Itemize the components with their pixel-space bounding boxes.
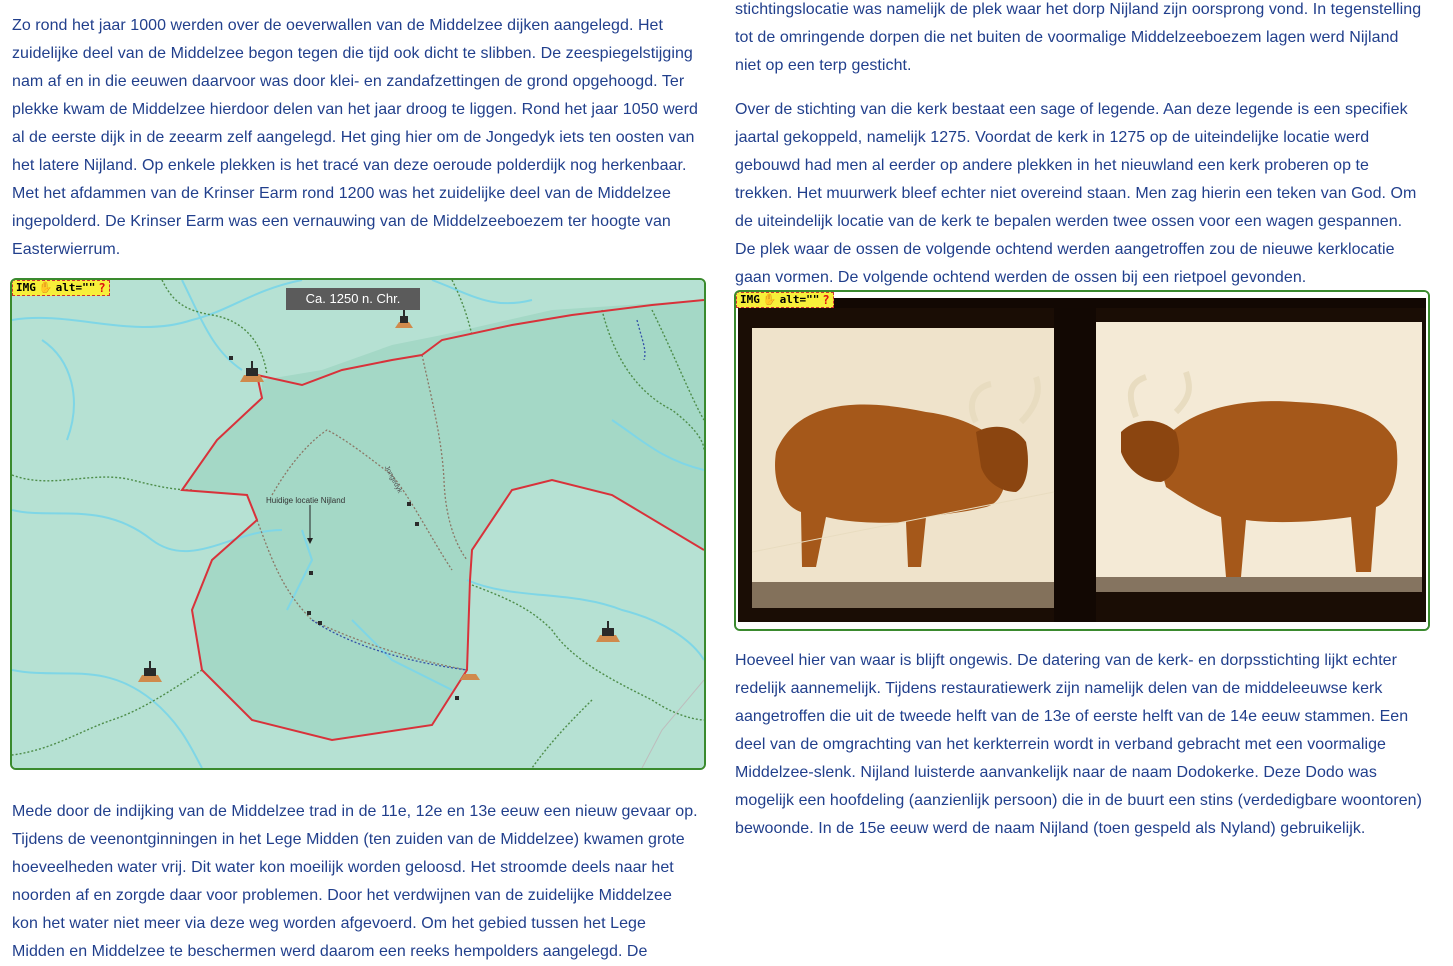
img-alt-label: alt="" xyxy=(55,281,96,294)
map-title: Ca. 1250 n. Chr. xyxy=(286,288,420,310)
hand-icon: ✋ xyxy=(38,281,53,294)
img-tag-label: IMG xyxy=(16,281,36,294)
question-icon: ? xyxy=(822,293,830,307)
img-alt-label: alt="" xyxy=(779,293,820,306)
right-paragraph-2: Over de stichting van die kerk bestaat een sage of legende. Aan deze legende is een specifiek jaartal gekoppeld, namelijk 1275. Voordat de kerk in 1275 op de uiteindelijke locatie werd gebouwd had men al eerder op andere plekken in het nieuwland een kerk proberen op te trekken. Het muurwerk bleef echter niet overeind staan. Men zag hierin een teken van God. Om de uiteindelijk locatie van de kerk te bepalen werden twee ossen voor een wagen gespannen. De plek waar de ossen de volgende ochtend werden aangetroffen zou de nieuwe kerklocatie gaan vormen. De volgende ochtend werden de ossen bij een rietpoel gevonden. xyxy=(735,101,1417,286)
map-place-label: Huidige locatie Nijland xyxy=(266,496,346,505)
hand-icon: ✋ xyxy=(762,293,777,306)
map-figure xyxy=(10,278,706,770)
img-tag-label: IMG xyxy=(740,293,760,306)
question-icon: ? xyxy=(98,281,106,295)
oxen-stained-glass-image xyxy=(736,292,1428,629)
oxen-photo-figure xyxy=(734,290,1430,631)
left-paragraph-1: Zo rond het jaar 1000 werden over de oeverwallen van de Middelzee dijken aangelegd. Het zuidelijke deel van de Middelzee begon tegen die tijd ook dicht te slibben. De zeespiegelstijging nam af en in die eeuwen daarvoor was door klei- en zandafzettingen de grond opgehoogd. Ter plekke kwam de Middelzee hierdoor delen van het jaar droog te liggen. Rond het jaar 1050 werd al de eerste dijk in de zeearm zelf aangelegd. Het ging hier om de Jongedyk iets ten oosten van het latere Nijland. Op enkele plekken is het tracé van deze oeroude polderdijk nog herkenbaar. Met het afdammen van de Krinser Earm rond 1200 was het zuidelijke deel van de Middelzee ingepolderd. De Krinser Earm was een vernauwing van de Middelzeeboezem ter hoogte van Easterwierrum. xyxy=(12,17,698,258)
map-road-label: Jongedyk xyxy=(382,464,404,495)
right-paragraph-3: Hoeveel hier van waar is blijft ongewis. De datering van de kerk- en dorpsstichting lijkt echter redelijk aannemelijk. Tijdens restauratiewerk zijn namelijk delen van de middeleeuwse kerk aangetroffen die uit de tweede helft van de 13e of eerste helft van de 14e eeuw stammen. Een deel van de omgrachting van het kerkterrein wordt in verband gebracht met een voormalige Middelzee-slenk. Nijland luisterde aanvankelijk naar de naam Dodokerke. Deze Dodo was mogelijk een hoofdeling (aanzienlijk persoon) die in de buurt een stins (verdedigbare woontoren) bewoonde. In de 15e eeuw werd de naam Nijland (toen gespeld als Nyland) gebruikelijk. xyxy=(735,652,1422,837)
img-debug-tag xyxy=(12,280,110,296)
img-debug-tag xyxy=(736,292,834,308)
left-paragraph-2: Mede door de indijking van de Middelzee trad in de 11e, 12e en 13e eeuw een nieuw gevaar op. Tijdens de veenontginningen in het Lege Midden (ten zuiden van de Middelzee) kwamen grote hoeveelheden water vrij. Dit water kon moeilijk worden geloosd. Het stroomde deels naar het noorden af en zorgde daar voor problemen. Door het verdwijnen van de zuidelijke Middelzee kon het water niet meer via deze weg worden afgevoerd. Om het gebied tussen het Lege Midden en Middelzee te beschermen werd daarom een reeks hempolders aangelegd. De xyxy=(12,803,698,960)
historical-map xyxy=(12,280,704,768)
right-paragraph-1: stichtingslocatie was namelijk de plek waar het dorp Nijland zijn oorsprong vond. In tegenstelling tot de omringende dorpen die net buiten de voormalige Middelzeeboezem lagen werd Nijland niet op een terp gesticht. xyxy=(735,1,1422,74)
